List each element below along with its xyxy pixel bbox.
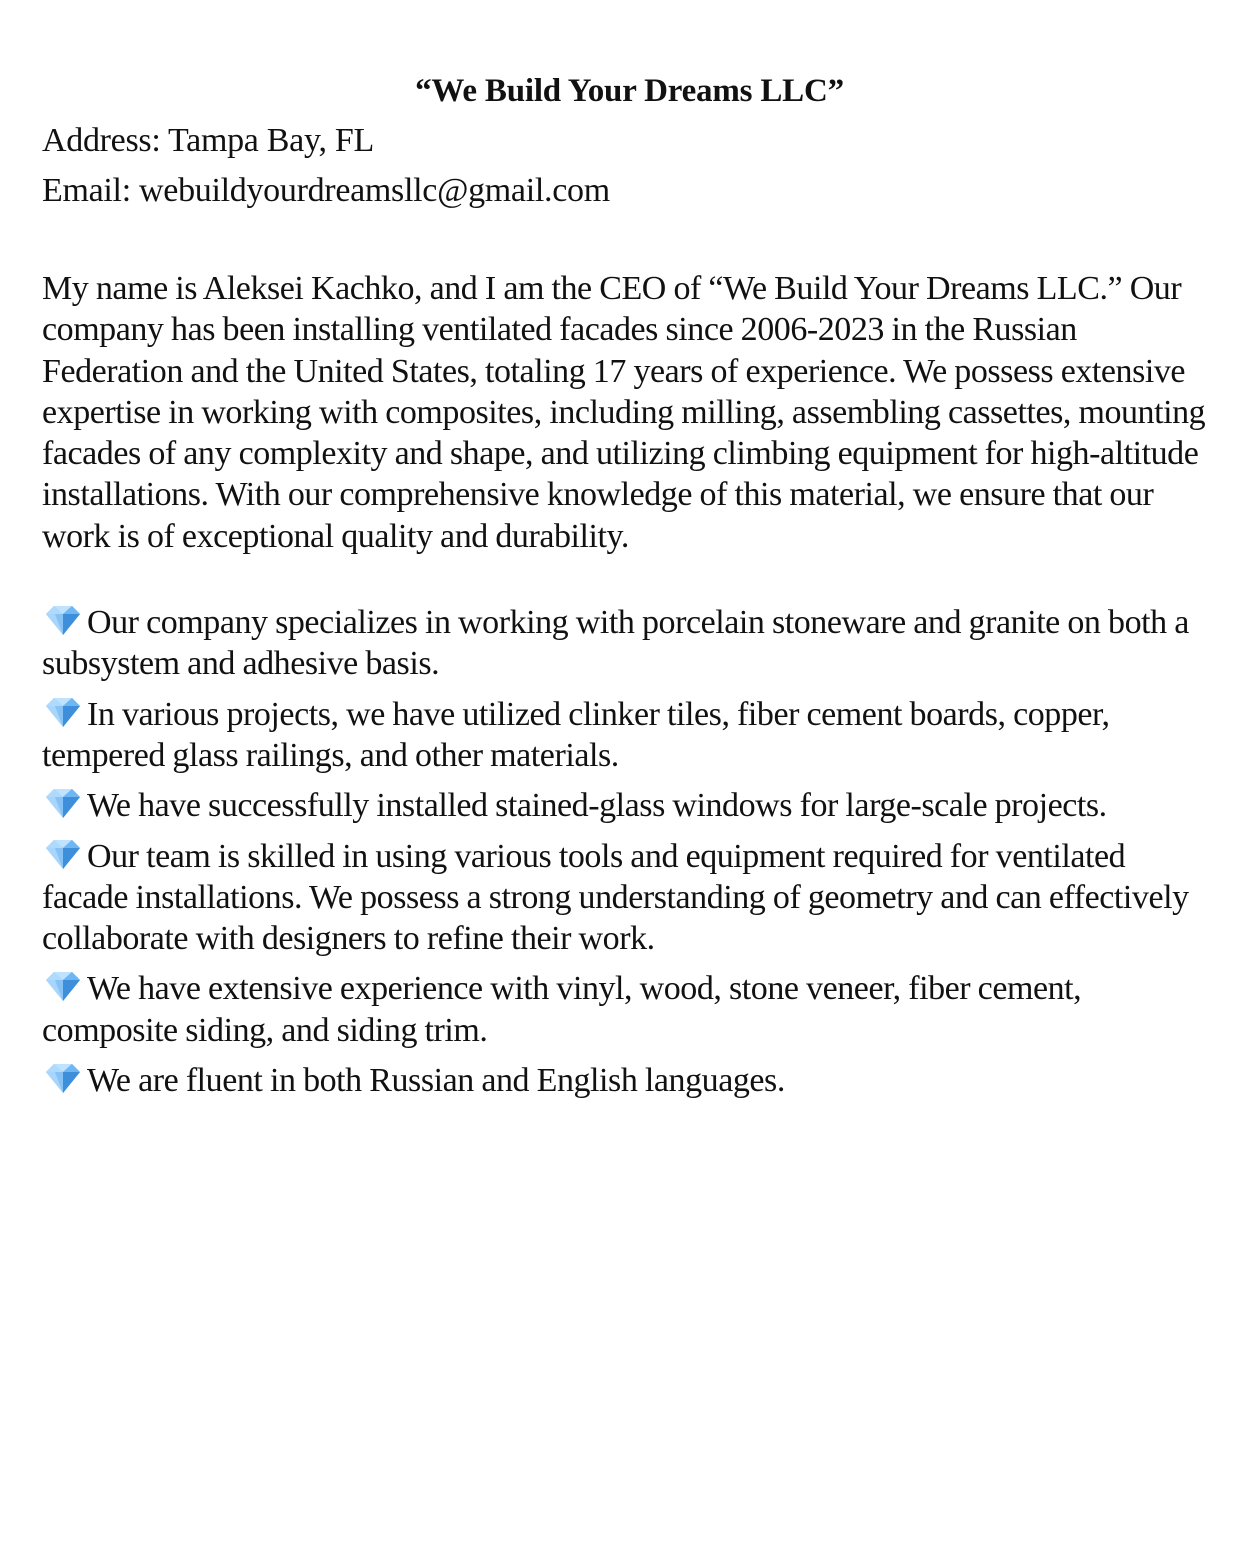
gem-stone-icon bbox=[42, 1061, 84, 1095]
list-item bbox=[42, 602, 1217, 685]
intro-paragraph: My name is Aleksei Kachko, and I am the CEO of “We Build Your Dreams LLC.” Our company has been installing ventilated facades since 2006-2023 in the Russian Federation and the United States, totaling 17 years of experience. We possess extensive expertise in working with composites, including milling, assembling cassettes, mounting facades of any complexity and shape, and utilizing climbing equipment for high-altitude installations. With our comprehensive knowledge of this material, we ensure that our work is of exceptional quality and durability. bbox=[42, 270, 1206, 555]
gem-stone-icon bbox=[42, 969, 84, 1003]
list-item-text: Our team is skilled in using various tools and equipment required for ventilated facade installations. We possess a strong understanding of geometry and can effectively collaborate with designers to refine their work. bbox=[42, 837, 1189, 958]
list-item bbox=[42, 1060, 1217, 1101]
list-item-text: We are fluent in both Russian and English languages. bbox=[87, 1062, 785, 1100]
gem-stone-icon bbox=[42, 695, 84, 729]
address-line: Address: Tampa Bay, FL bbox=[42, 122, 374, 159]
list-item bbox=[42, 785, 1217, 826]
list-item-text: Our company specializes in working with porcelain stoneware and granite on both a subsystem and adhesive basis. bbox=[42, 604, 1189, 683]
gem-stone-icon bbox=[42, 786, 84, 820]
email-line: Email: webuildyourdreamsllc@gmail.com bbox=[42, 172, 610, 209]
list-item bbox=[42, 694, 1217, 777]
services-list bbox=[42, 602, 1217, 1101]
list-item-text: In various projects, we have utilized clinker tiles, fiber cement boards, copper, tempered glass railings, and other materials. bbox=[42, 695, 1110, 774]
list-item-text: We have successfully installed stained-glass windows for large-scale projects. bbox=[87, 787, 1107, 825]
list-item-text: We have extensive experience with vinyl, wood, stone veneer, fiber cement, composite siding, and siding trim. bbox=[42, 970, 1082, 1049]
document bbox=[42, 66, 1217, 1117]
gem-stone-icon bbox=[42, 837, 84, 871]
list-item bbox=[42, 968, 1217, 1051]
gem-stone-icon bbox=[42, 603, 84, 637]
company-title: “We Build Your Dreams LLC” bbox=[415, 73, 844, 109]
list-item bbox=[42, 836, 1217, 960]
